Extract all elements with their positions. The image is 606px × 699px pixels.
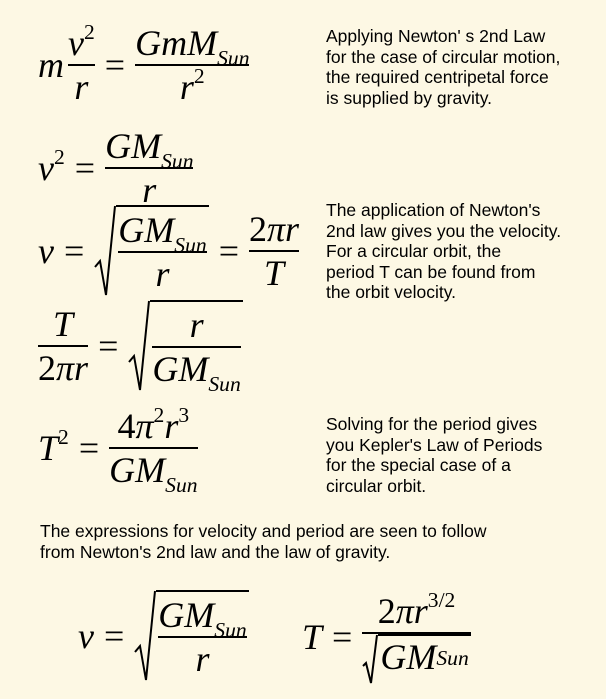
fraction-v2-over-r: $\frac{v^2}{r}$ [68,19,95,107]
equation-final-period: T = $2\pi r^{3/2}$ G M Sun [302,590,471,684]
radical-sign-icon [362,634,378,684]
note-velocity-period: The application of Newton's 2nd law gives you the velocity. For a circular orbit, the period T can be found from the orbit velocity. [326,200,562,302]
equation-centripetal-gravity: m $\frac{v^2}{r}$ = $\frac{GmM_{Sun}}{r^2}$ [38,19,250,107]
equation-velocity: v = $\frac{GM_{Sun}}{r}$ = $\frac{2\pi r}{T}$ [38,205,299,297]
equation-period-ratio: $\frac{T}{2\pi r}$ = $\frac{r}{GM_{Sun}}$ [38,300,243,392]
radical-sign-icon [128,300,150,392]
square-root-period: $\frac{r}{GM_{Sun}}$ [128,300,242,392]
symbol-m: m [38,45,64,85]
radical-sign-icon [94,205,116,297]
note-kepler-law: Solving for the period gives you Kepler's Law of Periods for the special case of a circular orbit. [326,414,543,496]
summary-text: The expressions for velocity and period are seen to follow from Newton's 2nd law and the law of gravity. [40,521,487,562]
equation-velocity-squared: $v^2$ = $\frac{GM_{Sun}}{r}$ [38,126,194,210]
fraction-gravity: $\frac{GmM_{Sun}}{r^2}$ [135,23,250,107]
radical-sign-icon [134,590,156,682]
square-root-velocity: $\frac{GM_{Sun}}{r}$ [94,205,208,297]
note-newton-second-law: Applying Newton' s 2nd Law for the case of circular motion, the required centripetal force is supplied by gravity. [326,26,561,108]
equation-final-velocity: v = $\frac{GM_{Sun}}{r}$ [78,590,249,682]
equation-kepler-third-law: $T^2$ = $\frac{4\pi^2r^3}{GM_{Sun}}$ [38,402,198,497]
